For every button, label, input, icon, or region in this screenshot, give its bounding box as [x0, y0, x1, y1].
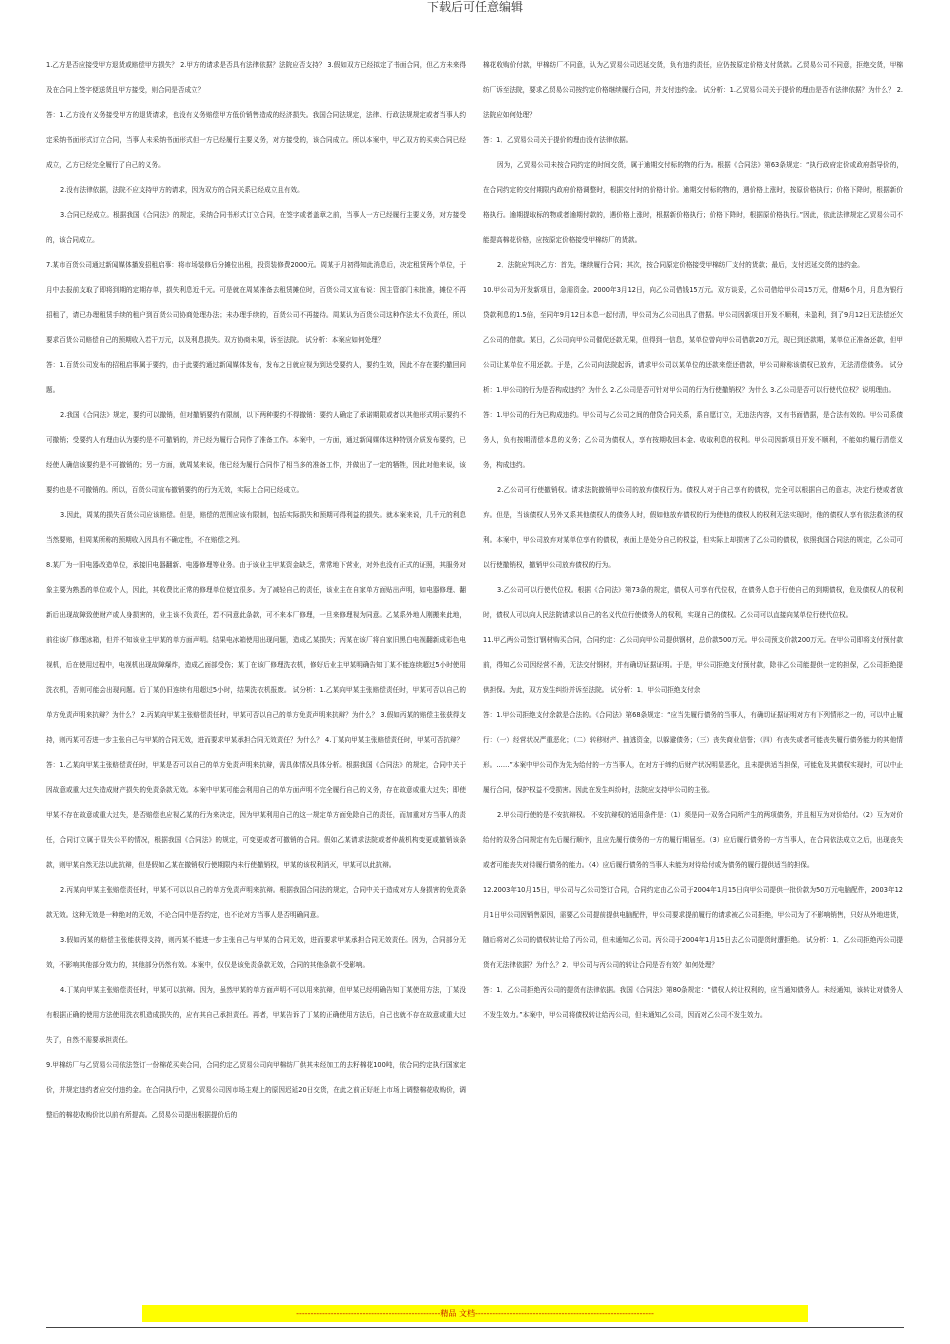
paragraph: 答：1.乙某向甲某主张赔偿责任时，甲某是否可以自己的单方免责声明来抗辩，需具体情况具体分析。根据我国《合同法》的规定，合同中关于因故意或重大过失造成财产损失的免责条款无效。本案中甲某可能会利用自己的单方面声明不完全履行自己的义务，存在故意或重大过失；即使甲某不存在故意或重大过失，是否赔偿也应视乙某的行为来决定，因为甲某利用自己的这一规定单方面免除自己的责任，而加重对方当事人的责任，合同订立属于显失公平的情况，根据我国《合同法》的规定，可变更或者可撤销的合同。假如乙某请求法院或者仲裁机构变更或撤销该条款，则甲某自然无法以此抗辩，但是假如乙某在撤销权行使期限内未行使撤销权，甲某的该权利消灭，甲某可以此抗辩。 — [46, 761, 466, 869]
paragraph: 答：1．乙贸易公司关于提价的理由没有法律依据。 — [483, 136, 633, 144]
paragraph: 答：1.乙方没有义务接受甲方的退货请求，也没有义务赔偿甲方低价销售造成的经济损失。我国合同法规定，法律、行政法规规定或者当事人约定采纳书面形式订立合同，当事人未采纳书面形式但一方已经履行主要义务，对方接受的，该合同成立。所以本案中，甲乙双方的买卖合同已经成立，乙方已经完全履行了自己的义务。 — [46, 111, 466, 169]
paragraph: 1.乙方是否应接受甲方退货或赔偿甲方损失？ 2.甲方的请求是否具有法律依据？法院应否支持？ 3.假如双方已经拟定了书面合同，但乙方未来得及在合同上签字便送货且甲方接受，则合同是否成立？ — [46, 61, 466, 94]
paragraph: 2．法院应判决乙方：首先，继续履行合同；其次，按合同原定价格接受甲棉纺厂支付的货款；最后，支付迟延交货的违约金。 — [497, 261, 864, 269]
left-column — [46, 53, 466, 1301]
paragraph: 3.假如丙某的赔偿主张能获得支持，则丙某不能进一步主张自己与甲某的合同无效，进而要求甲某承担合同无效责任。因为，合同部分无效，不影响其他部分效力的，其他部分仍然有效。本案中，仅仅是该免责条款无效，合同的其他条款不受影响。 — [46, 936, 466, 969]
paragraph: 4.丁某向甲某主张赔偿责任时，甲某可以抗辩。因为，虽然甲某的单方面声明不可以用来抗辩，但甲某已经明确告知丁某使用方法，丁某没有根据正确的使用方法使用洗衣机造成损失的，应有其自己承担责任。再者，甲某告诉了丁某的正确使用方法后，自己也就不存在故意或重大过失了，自然不需要承担责任。 — [46, 986, 466, 1044]
paragraph: 2.甲公司行使的是不安抗辩权。 不安抗辩权的适用条件是：（1）须是同一双务合同所产生的两项债务，并且相互为对价给付。（2）互为对价给付的双务合同规定有先后履行顺序，且应先履行债务的一方的履行期届至。（3）应后履行债务的一方当事人，在合同依法成立之后，出现丧失或者可能丧失对待履行债务的能力。（4）应后履行债务的当事人未能为对待给付或为债务的履行提供适当的担保。 — [483, 811, 903, 869]
paragraph: 11.甲乙两公司签订钢材购买合同，合同约定：乙公司向甲公司提供钢材，总价款500万元。甲公司预支价款200万元。在甲公司即将支付预付款前，得知乙公司因经营不善，无法交付钢材，并有确切证据证明。于是，甲公司拒绝支付预付款，除非乙公司能提供一定的担保，乙公司拒绝提供担保。为此，双方发生纠纷并诉至法院。 试分析：1．甲公司拒绝支付余 — [483, 636, 903, 694]
right-column — [483, 53, 903, 1301]
paragraph: 7.某市百货公司通过新闻媒体播发招租启事：将市场装修后分摊位出租，投资装修费2000元。周某于月初得知此消息后，决定租赁两个单位，于月中去报前支取了即将到期的定期存单，损失利息近千元。可是就在周某准备去租赁摊位时，百货公司又宣布说：因主管部门未批准，摊位不再招租了，请已办理租赁手续的租户到百货公司协商处理办法；未办理手续的，百货公司不再接待。周某认为百货公司这种作法太不负责任，所以要求百货公司赔偿自己的预期收入若干万元，以及利息损失。双方协商未果，诉至法院。 试分析：本案应如何处理？ — [46, 261, 466, 344]
paragraph: 3.因此，周某的损失百货公司应该赔偿。但是，赔偿的范围应该有限制，包括实际损失和预期可得利益的损失。就本案来说，几千元的利息当然要赔，但周某所称的预期收入因具有不确定性，不在赔偿之列。 — [46, 511, 466, 544]
paragraph: 12.2003年10月15日，甲公司与乙公司签订合同，合同约定由乙公司于2004年1月15日向甲公司提供一批价款为50万元电脑配件，2003年12月1日甲公司因销售原因，需要乙公司提前提供电脑配件，甲公司要求提前履行的请求被乙公司拒绝，甲公司为了不影响销售，只好从外地进货，随后将对乙公司的债权转让给了丙公司，但未通知乙公司。丙公司于2004年1月15日去乙公司提货时遭拒绝。 试分析：1．乙公司拒绝丙公司提货有无法律依据？为什么？2．甲公司与丙公司的转让合同是否有效？如何处理？ — [483, 886, 903, 969]
paragraph: 3.合同已经成立。根据我国《合同法》的规定，采纳合同书形式订立合同，在签字或者盖章之前，当事人一方已经履行主要义务，对方接受的，该合同成立。 — [46, 211, 466, 244]
paragraph: 答：1.甲公司的行为已构成违约。甲公司与乙公司之间的借贷合同关系，系自愿订立，无违法内容，又有书面借据，是合法有效的。甲公司系债务人，负有按期清偿本息的义务；乙公司为债权人，享有按期收回本金、收取利息的权利。甲公司因新项目开发不顺利，不能如约履行清偿义务，构成违约。 — [483, 411, 903, 469]
paragraph: 8.某厂为一旧电器改造单位，承接旧电器翻新、电器修理等业务。由于该业主甲某资金缺乏，常常地下营业，对外也没有正式的证照，其服务对象主要为熟悉的单位或个人，因此，其收费比正常的修理单位便宜很多。为了减轻自己的责任，该业主在自家单方面贴出声明，如电器修理、翻新后出现故障致使财产或人身损害的，业主该不负责任，若不同意此条款，可不来本厂修理，一旦来修理视为同意。乙某系外地人刚搬来此地，前往该厂修理冰箱，但并不知该业主甲某的单方面声明。结果电冰箱使用出现问题，造成乙某损失；丙某在该厂将自家旧黑白电视翻新成彩色电视机，后在使用过程中，电视机出现故障爆炸，造成乙面部受伤；某丁在该厂修理洗衣机，修好后业主甲某明确告知丁某不能连续超过5小时使用洗衣机，否则可能会出现问题。后丁某仍旧连续有用超过5小时，结果洗衣机报废。 试分析：1.乙某向甲某主张赔偿责任时，甲某可否以自己的单方免责声明来抗辩？为什么？ 2.丙某向甲某主张赔偿责任时，甲某可否以自己的单方免责声明来抗辩？为什么？ 3.假如丙某的赔偿主张获得支持，则丙某可否进一步主张自己与甲某的合同无效，进而要求甲某承担合同无效责任？为什么？ 4.丁某向甲某主张赔偿责任时，甲某可否抗辩？ — [46, 561, 466, 744]
paragraph: 10.甲公司为开发新项目，急需资金。2000年3月12日，向乙公司借钱15万元。双方谈妥，乙公司借给甲公司15万元，借期6个月，月息为银行贷款利息的1.5倍，至同年9月12日本息一起付清，甲公司为乙公司出具了借据。甲公司因新项目开发不顺利，未盈利，到了9月12日无法偿还欠乙公司的借款。某日，乙公司向甲公司催促还款无果，但得到一信息，某单位曾向甲公司借款20万元，现已到还款期，某单位正准备还款，但甲公司让某单位不用还款。于是，乙公司向法院起诉，请求甲公司以某单位的还款来偿还借款，甲公司辩称该债权已放弃，无法清偿债务。 试分析：1.甲公司的行为是否构成违约？为什么 2.乙公司是否可针对甲公司的行为行使撤销权？为什么 3.乙公司是否可以行使代位权？说明理由。 — [483, 286, 903, 394]
paragraph: 9.甲棉纺厂与乙贸易公司依法签订一份棉花买卖合同，合同约定乙贸易公司向甲棉纺厂供其未经加工的去籽棉花100吨，依合同约定执行国家定价，并规定违约者应交付违约金。在合同执行中，乙贸易公司因市场主观上的原因迟延20日交货，在此之前正好赶上市场上调整棉花收购价，调整后的棉花收购价比以前有所提高。乙贸易公司提出根据提价后的 — [46, 1061, 466, 1119]
paragraph: 2.没有法律依据，法院不应支持甲方的请求，因为双方的合同关系已经成立且有效。 — [60, 186, 304, 194]
paragraph: 3.乙公司可以行使代位权。根据《合同法》第73条的规定，债权人可享有代位权，在债务人怠于行使自己的到期债权，危及债权人的权利时，债权人可以向人民法院请求以自己的名义代位行使债务人的权利，实现自己的债权。乙公司可以直接向某单位行使代位权。 — [483, 586, 903, 619]
paragraph: 答：1．乙公司拒绝丙公司的提货有法律依据。我国《合同法》第80条规定：“债权人转让权利的，应当通知债务人。未经通知，该转让对债务人不发生效力。”本案中，甲公司将债权转让给丙公司，但未通知乙公司，因而对乙公司不发生效力。 — [483, 986, 903, 1019]
paragraph: 答：1.甲公司拒绝支付余款是合法的。《合同法》第68条规定：“应当先履行债务的当事人，有确切证据证明对方有下列情形之一的，可以中止履行：（一）经营状况严重恶化；（二）转移财产、抽逃资金，以躲避债务；（三）丧失商业信誉；（四）有丧失或者可能丧失履行债务能力的其他情形。……”本案中甲公司作为先为给付的一方当事人，在对方于缔约后财产状况明显恶化，且未提供适当担保，可能危及其债权实现时，可以中止履行合同，保护权益不受损害。因此在发生纠纷时，法院应支持甲公司的主张。 — [483, 711, 903, 794]
paragraph: 2.我国《合同法》规定，要约可以撤销，但对撤销要约有限制，以下两种要约不得撤销：要约人确定了承诺期限或者以其他形式明示要约不可撤销；受要约人有理由认为要约是不可撤销的，并已经为履行合同作了准备工作。本案中，一方面，通过新闻媒体这种特别介质发布要约，已经使人确信该要约是不可撤销的；另一方面，就周某来说，他已经为履行合同作了相当多的准备工作，并做出了一定的牺牲，因此对他来说，该要约也是不可撤销的。所以，百货公司宣布撤销要约的行为无效，实际上合同已经成立。 — [46, 411, 466, 494]
paragraph: 答：1.百货公司发布的招租启事属于要约，由于此要约通过新闻媒体发布，发布之日就应视为到达受要约人，要约生效，因此不存在要约撤回问题。 — [46, 361, 466, 394]
footer-banner: --------------------------------------------------精品 文档-------------------------------------------------------------- — [142, 1305, 808, 1322]
paragraph: 棉花收购价付款，甲棉纺厂不同意，认为乙贸易公司迟延交货，负有违约责任，应仍按原定价格支付货款。乙贸易公司不同意，拒绝交货，甲棉纺厂诉至法院，要求乙贸易公司按约定价格继续履行合同，并支付违约金。 试分析：1.乙贸易公司关于提价的理由是否有法律依据？为什么？ 2.法院应如何处理？ — [483, 61, 903, 119]
page-header: 下载后可任意编辑 — [426, 0, 523, 14]
paragraph: 2.丙某向甲某主张赔偿责任时，甲某不可以以自己的单方免责声明来抗辩。根据我国合同法的规定，合同中关于造成对方人身损害的免责条款无效。这种无效是一种绝对的无效，不论合同中是否约定，也不论对方当事人是否明确同意。 — [46, 886, 466, 919]
footer-divider — [46, 1327, 904, 1328]
paragraph: 2.乙公司可行使撤销权。请求法院撤销甲公司的放弃债权行为。债权人对于自己享有的债权，完全可以根据自己的意志，决定行使或者放弃。但是，当该债权人另外又系其他债权人的债务人时，假如他放弃债权的行为使他的债权人的权利无法实现时，他的债权人享有依法救济的权利。本案中，甲公司放弃对某单位享有的债权，表面上是处分自己的权益，但实际上却损害了乙公司的债权，依照我国合同法的规定，乙公司可以行使撤销权，撤销甲公司放弃债权的行为。 — [483, 486, 903, 569]
paragraph: 因为，乙贸易公司未按合同约定的时间交货，属于逾期交付标的物的行为。根据《合同法》第63条规定：“执行政府定价或政府指导价的，在合同约定的交付期限内政府价格调整时，根据交付时的价格计价。逾期交付标的物的，遇价格上涨时，按原价格执行；价格下降时，根据新价格执行。逾期提取标的物或者逾期付款的，遇价格上涨时，根据新价格执行；价格下降时，根据原价格执行。”因此，依此法律规定乙贸易公司不能提高棉花价格，应按原定价格接受甲棉纺厂的货款。 — [483, 161, 903, 244]
